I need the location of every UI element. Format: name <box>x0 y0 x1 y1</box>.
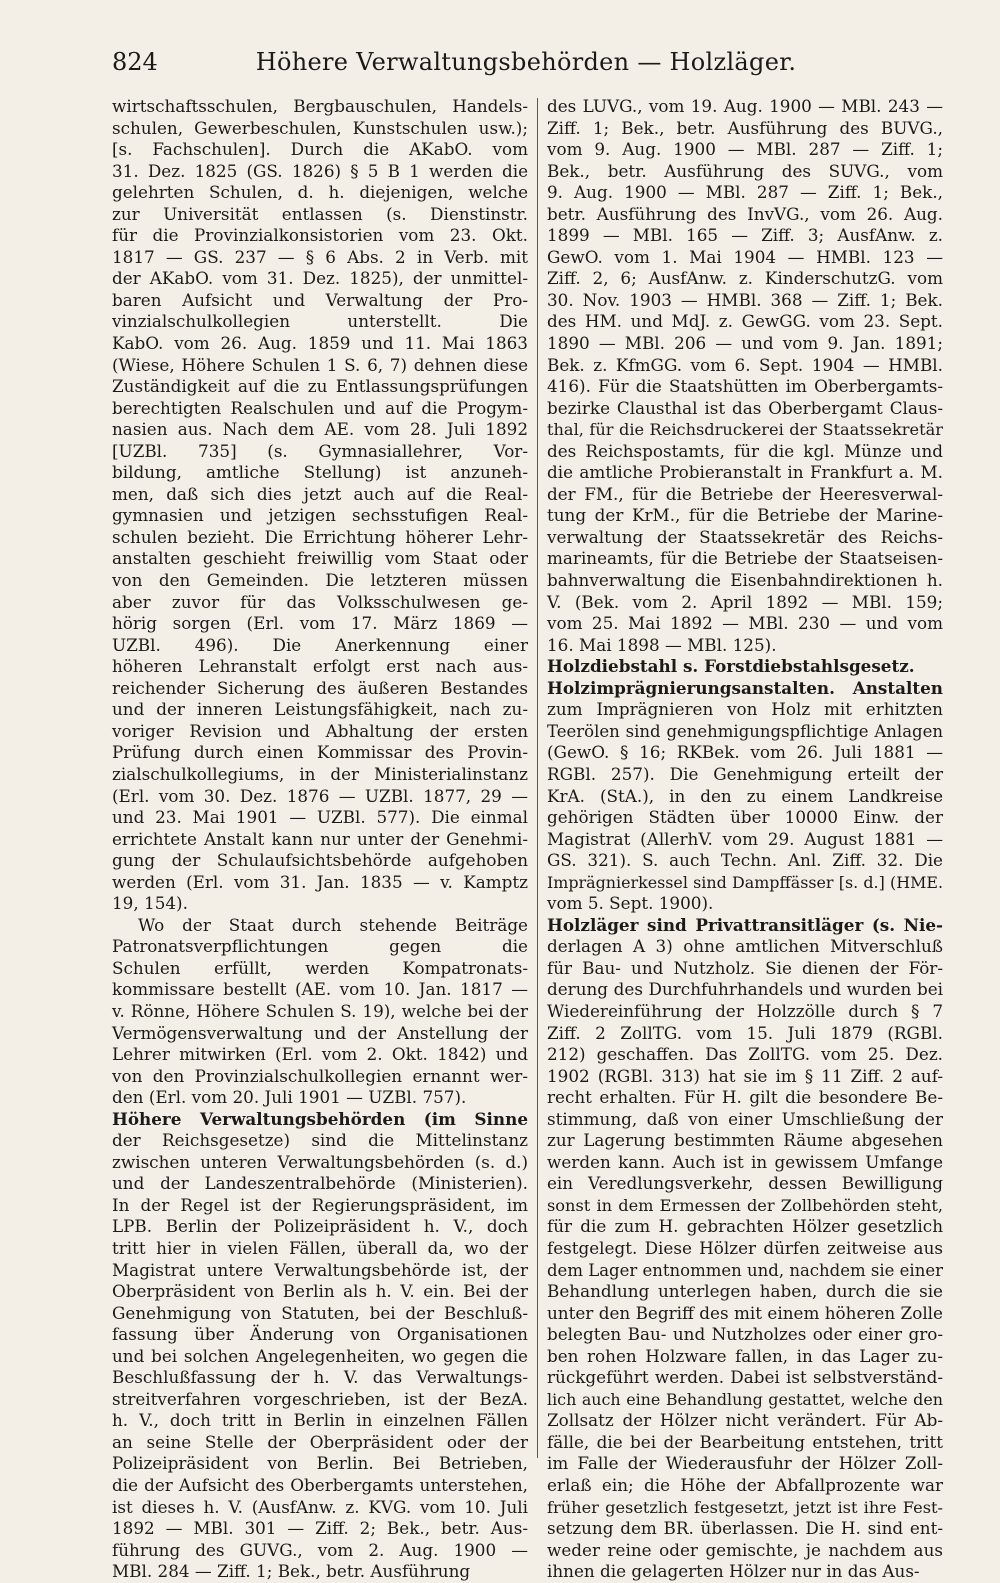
text-line: fassung über Änderung von Organisationen <box>112 1324 528 1345</box>
text-line: zum Imprägnieren von Holz mit erhitzten <box>547 699 943 720</box>
text-line: führung des GUVG., vom 2. Aug. 1900 — <box>112 1539 528 1560</box>
text-line: 212) geschaffen. Das ZollTG. vom 25. Dez. <box>547 1044 943 1065</box>
text-line: vom 5. Sept. 1900). <box>547 893 714 914</box>
text-line: Oberpräsident von Berlin als h. V. ein. Bei der <box>112 1281 528 1302</box>
text-line: bezirke Clausthal ist das Oberbergamt Claus- <box>547 397 943 418</box>
text-line: verwaltung der Staatssekretär des Reichs- <box>547 526 943 547</box>
text-line: voriger Revision und Abhaltung der ersten <box>112 720 528 741</box>
text-line: Vermögensverwaltung und der Anstellung der <box>112 1022 528 1043</box>
text-line: Lehrer mitwirken (Erl. vom 2. Okt. 1842) und <box>112 1044 528 1065</box>
text-line: von den Gemeinden. Die letzteren müssen <box>112 570 528 591</box>
text-line: Prüfung durch einen Kommissar des Provin- <box>112 742 528 763</box>
text-line: und bei solchen Angelegenheiten, wo gegen die <box>112 1345 528 1366</box>
text-line: von den Provinzialschulkollegien ernannt wer- <box>112 1065 528 1086</box>
text-line: 1902 (RGBl. 313) hat sie im § 11 Ziff. 2 auf- <box>547 1065 943 1086</box>
text-line: Patronatsverpflichtungen gegen die <box>112 936 528 957</box>
text-line: den (Erl. vom 20. Juli 1901 — UZBl. 757). <box>112 1087 467 1108</box>
text-line: 16. Mai 1898 — MBl. 125). <box>547 634 777 655</box>
text-line: für die Provinzialkonsistorien vom 23. Okt. <box>112 225 528 246</box>
text-line: des LUVG., vom 19. Aug. 1900 — MBl. 243 — <box>547 96 943 116</box>
text-line: gehörigen Städten über 10000 Einw. der <box>547 807 943 828</box>
text-line: schulen bezieht. Die Errichtung höherer Lehr- <box>112 526 528 547</box>
text-line: des Reichspostamts, für die kgl. Münze und <box>547 440 943 461</box>
text-line: gung der Schulaufsichtsbehörde aufgehoben <box>112 850 528 871</box>
text-line: recht erhalten. Für H. gilt die besondere Be- <box>547 1087 943 1108</box>
text-line: 1899 — MBl. 165 — Ziff. 3; AusfAnw. z. <box>547 225 943 246</box>
text-line: derung des Durchfuhrhandels und wurden bei <box>547 979 943 1000</box>
text-line: Höhere Verwaltungsbehörden (im Sinne <box>112 1108 528 1129</box>
text-line: men, daß sich dies jetzt auch auf die Real- <box>112 483 528 504</box>
text-line: Polizeipräsident von Berlin. Bei Betrieben, <box>112 1453 528 1474</box>
text-line: GewO. vom 1. Mai 1904 — HMBl. 123 — <box>547 246 943 267</box>
text-line: 19, 154). <box>112 893 188 914</box>
text-line: Ziff. 2, 6; AusfAnw. z. KinderschutzG. vom <box>547 268 943 289</box>
text-line: V. (Bek. vom 2. April 1892 — MBl. 159; <box>547 591 943 612</box>
text-line: Beschlußfassung der h. V. das Verwaltungs- <box>112 1367 528 1388</box>
text-line: 1892 — MBl. 301 — Ziff. 2; Bek., betr. Aus- <box>112 1518 528 1539</box>
text-line: Imprägnierkessel sind Dampffässer [s. d.] (HME. <box>547 872 943 892</box>
text-line: der AKabO. vom 31. Dez. 1825), der unmittel- <box>112 268 528 289</box>
text-line: Wiedereinführung der Holzzölle durch § 7 <box>547 1000 943 1021</box>
right-column <box>547 96 943 1582</box>
text-line: der FM., für die Betriebe der Heeresverwal- <box>547 483 943 504</box>
text-line: berechtigten Realschulen und auf die Progym- <box>112 397 528 418</box>
text-line: dem Lager entnommen und, nachdem sie einer <box>547 1260 943 1280</box>
text-line: In der Regel ist der Regierungspräsident, im <box>112 1194 528 1215</box>
text-line: (Erl. vom 30. Dez. 1876 — UZBl. 1877, 29 — <box>112 785 528 806</box>
text-line: belegten Bau- und Nutzholzes oder einer gro- <box>547 1324 943 1345</box>
text-line: fälle, die bei der Bearbeitung entstehen, tritt <box>547 1431 943 1452</box>
text-line: Ziff. 1; Bek., betr. Ausführung des BUVG., <box>547 117 943 138</box>
text-line: anstalten geschieht freiwillig vom Staat oder <box>112 548 528 569</box>
text-line: erlaß ein; die Höhe der Abfallprozente war <box>547 1475 943 1495</box>
text-line: stimmung, daß von einer Umschließung der <box>547 1108 943 1129</box>
text-line: die amtliche Probieranstalt in Frankfurt a. M. <box>547 462 943 483</box>
text-line: [s. Fachschulen]. Durch die AKabO. vom <box>112 139 528 160</box>
text-line: reichender Sicherung des äußeren Bestandes <box>112 677 528 698</box>
text-line: tritt hier in vielen Fällen, überall da, wo der <box>112 1237 528 1258</box>
text-line: tung der KrM., für die Betriebe der Marine- <box>547 505 943 526</box>
text-line: LPB. Berlin der Polizeipräsident h. V., doch <box>112 1216 528 1237</box>
text-line: Magistrat untere Verwaltungsbehörde ist, der <box>112 1259 528 1280</box>
text-line: vom 25. Mai 1892 — MBl. 230 — und vom <box>547 613 943 634</box>
text-line: h. V., doch tritt in Berlin in einzelnen Fällen <box>112 1410 528 1431</box>
text-line: 1817 — GS. 237 — § 6 Abs. 2 in Verb. mit <box>112 246 528 267</box>
text-line: kommissare bestellt (AE. vom 10. Jan. 1817 — <box>112 979 528 1000</box>
text-line: KabO. vom 26. Aug. 1859 und 11. Mai 1863 <box>112 333 528 354</box>
text-line: KrA. (StA.), in den zu einem Landkreise <box>547 785 943 806</box>
text-line: zur Lagerung bestimmten Räume abgesehen <box>547 1130 943 1151</box>
page-header <box>112 48 940 80</box>
text-line: 9. Aug. 1900 — MBl. 287 — Ziff. 1; Bek., <box>547 182 943 203</box>
text-line: UZBl. 496). Die Anerkennung einer <box>112 634 528 655</box>
text-line: derlagen A 3) ohne amtlichen Mitverschluß <box>547 936 943 957</box>
text-line: höheren Lehranstalt erfolgt erst nach aus- <box>112 656 528 677</box>
text-line: hörig sorgen (Erl. vom 17. März 1869 — <box>112 613 528 634</box>
text-line: für die zum H. gebrachten Hölzer gesetzlich <box>547 1216 943 1237</box>
column-divider <box>537 98 538 1458</box>
text-line: aber zuvor für das Volksschulwesen ge- <box>112 591 528 612</box>
text-line: nasien aus. Nach dem AE. vom 28. Juli 1892 <box>112 419 528 440</box>
text-line: im Falle der Wiederausfuhr der Hölzer Zoll- <box>547 1453 943 1474</box>
left-column <box>112 96 528 1582</box>
text-line: vinzialschulkollegien unterstellt. Die <box>112 311 528 332</box>
text-line: rückgeführt werden. Dabei ist selbstverständ- <box>547 1367 943 1388</box>
text-line: unter den Begriff des mit einem höheren Zolle <box>547 1302 943 1323</box>
text-line: [UZBl. 735] (s. Gymnasiallehrer, Vor- <box>112 440 528 461</box>
text-line: Holzdiebstahl s. Forstdiebstahlsgesetz. <box>547 656 915 677</box>
text-line: und der inneren Leistungsfähigkeit, nach zu- <box>112 699 528 720</box>
text-line: Genehmigung von Statuten, bei der Beschluß- <box>112 1302 528 1323</box>
text-line: ben rohen Holzware fallen, in das Lager zu- <box>547 1345 943 1366</box>
text-line: zwischen unteren Verwaltungsbehörden (s. d.) <box>112 1151 528 1172</box>
text-line: bildung, amtliche Stellung) ist anzuneh- <box>112 462 528 483</box>
text-line: bahnverwaltung die Eisenbahndirektionen h. <box>547 570 943 591</box>
text-line: gelehrten Schulen, d. h. diejenigen, welche <box>112 182 528 203</box>
text-line: schulen, Gewerbeschulen, Kunstschulen usw.); <box>112 117 528 138</box>
running-head: Höhere Verwaltungsbehörden — Holzläger. <box>255 48 797 76</box>
page-number: 824 <box>112 48 158 76</box>
text-line: Magistrat (AllerhV. vom 29. August 1881 — <box>547 828 943 849</box>
text-line: RGBl. 257). Die Genehmigung erteilt der <box>547 763 943 784</box>
text-line: betr. Ausführung des InvVG., vom 26. Aug. <box>547 203 943 224</box>
text-line: gymnasien und jetzigen sechsstufigen Real- <box>112 505 528 526</box>
text-line: Holzimprägnierungsanstalten. Anstalten <box>547 677 943 698</box>
text-line: festgelegt. Diese Hölzer dürfen zeitweise aus <box>547 1237 943 1258</box>
text-line: die der Aufsicht des Oberbergamts unterstehen, <box>112 1475 528 1495</box>
text-line: sonst in dem Ermessen der Zollbehörden steht, <box>547 1195 943 1215</box>
text-line: errichtete Anstalt kann nur unter der Genehmi- <box>112 828 528 849</box>
text-line: marineamts, für die Betriebe der Staatseisen- <box>547 548 943 569</box>
text-line: Schulen erfüllt, werden Kompatronats- <box>112 957 528 978</box>
text-line: werden (Erl. vom 31. Jan. 1835 — v. Kamptz <box>112 871 528 892</box>
text-line: 416). Für die Staatshütten im Oberbergamts- <box>547 376 943 397</box>
text-line: Bek. z. KfmGG. vom 6. Sept. 1904 — HMBl. <box>547 354 943 375</box>
text-line: Zuständigkeit auf die zu Entlassungsprüfungen <box>112 376 528 397</box>
text-line: weder reine oder gemischte, je nachdem aus <box>547 1539 943 1560</box>
text-line: der Reichsgesetze) sind die Mittelinstanz <box>112 1130 528 1151</box>
text-line: 1890 — MBl. 206 — und vom 9. Jan. 1891; <box>547 333 943 354</box>
text-line: Wo der Staat durch stehende Beiträge <box>138 914 528 935</box>
text-line: und 23. Mai 1901 — UZBl. 577). Die einmal <box>112 807 528 828</box>
text-line: zur Universität entlassen (s. Dienstinstr. <box>112 203 528 224</box>
text-line: ist dieses h. V. (AusfAnw. z. KVG. vom 10. Juli <box>112 1496 528 1517</box>
text-line: wirtschaftsschulen, Bergbauschulen, Handels- <box>112 96 528 116</box>
text-line: 30. Nov. 1903 — HMBl. 368 — Ziff. 1; Bek. <box>547 289 943 310</box>
text-line: für Bau- und Nutzholz. Sie dienen der För- <box>547 957 943 978</box>
text-line: früher gesetzlich festgesetzt, jetzt ist ihre Fest- <box>547 1497 943 1517</box>
text-line: streitverfahren vorgeschrieben, ist der BezA. <box>112 1388 528 1409</box>
text-line: setzung dem BR. überlassen. Die H. sind ent- <box>547 1518 943 1539</box>
text-line: zialschulkollegiums, in der Ministerialinstanz <box>112 763 528 784</box>
text-line: und der Landeszentralbehörde (Ministerien). <box>112 1173 528 1194</box>
text-line: (Wiese, Höhere Schulen 1 S. 6, 7) dehnen diese <box>112 354 528 375</box>
text-line: v. Rönne, Höhere Schulen S. 19), welche bei der <box>112 1000 528 1021</box>
text-line: Ziff. 2 ZollTG. vom 15. Juli 1879 (RGBl. <box>547 1022 943 1043</box>
text-line: MBl. 284 — Ziff. 1; Bek., betr. Ausführung <box>112 1561 471 1582</box>
text-line: Teerölen sind genehmigungspflichtige Anlagen <box>547 721 943 741</box>
text-line: ein Veredlungsverkehr, dessen Bewilligung <box>547 1173 943 1194</box>
text-line: Behandlung unterlegen haben, durch die sie <box>547 1281 943 1302</box>
text-line: GS. 321). S. auch Techn. Anl. Ziff. 32. Die <box>547 850 943 871</box>
text-line: Zollsatz der Hölzer nicht verändert. Für Ab- <box>547 1410 943 1431</box>
text-line: ihnen die gelagerten Hölzer nur in das Aus- <box>547 1561 920 1582</box>
text-line: thal, für die Reichsdruckerei der Staatssekretär <box>547 420 943 440</box>
text-line: 31. Dez. 1825 (GS. 1826) § 5 B 1 werden die <box>112 160 528 181</box>
text-line: Holzläger sind Privattransitläger (s. Nie- <box>547 914 943 935</box>
text-line: baren Aufsicht und Verwaltung der Pro- <box>112 289 528 310</box>
text-line: vom 9. Aug. 1900 — MBl. 287 — Ziff. 1; <box>547 139 943 160</box>
text-line: des HM. und MdJ. z. GewGG. vom 23. Sept. <box>547 311 943 332</box>
text-line: lich auch eine Behandlung gestattet, welche den <box>547 1389 943 1409</box>
text-line: Bek., betr. Ausführung des SUVG., vom <box>547 160 943 181</box>
text-line: an seine Stelle der Oberpräsident oder der <box>112 1431 528 1452</box>
text-line: werden kann. Auch ist in gewissem Umfange <box>547 1151 943 1172</box>
text-line: (GewO. § 16; RKBek. vom 26. Juli 1881 — <box>547 742 943 763</box>
